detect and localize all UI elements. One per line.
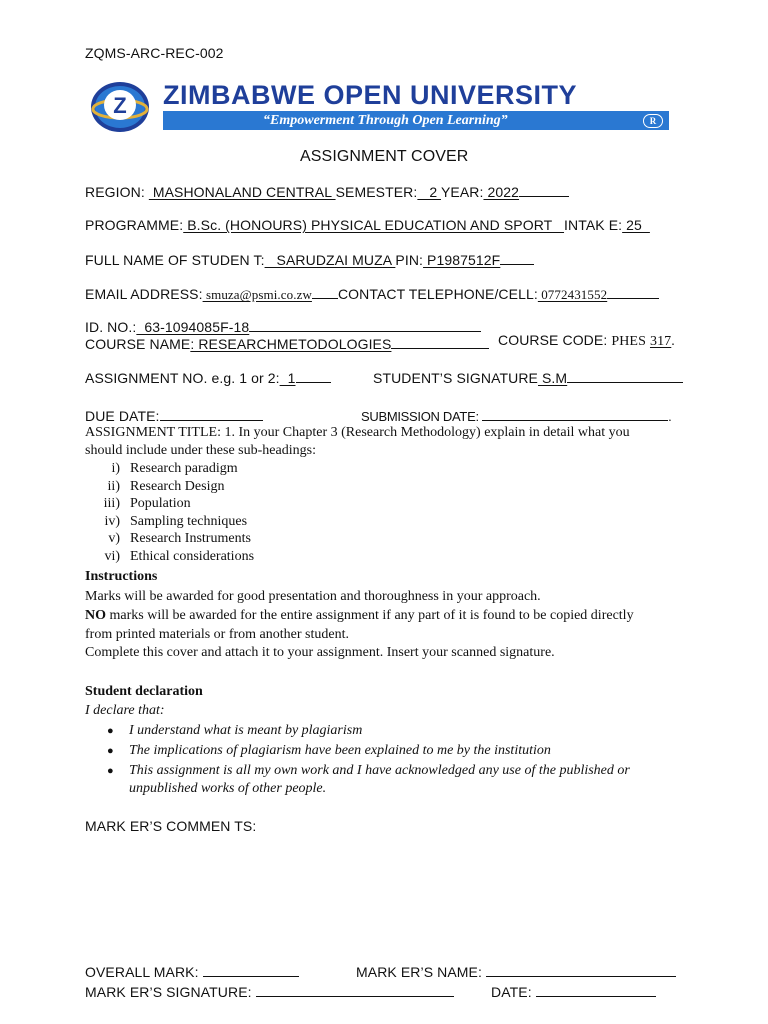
full-name-value[interactable]: SARUDZAI MUZA — [264, 252, 396, 268]
declaration-item: ● I understand what is meant by plagiarism — [107, 723, 363, 738]
id-blank — [249, 318, 481, 332]
list-item: iii) Population — [103, 496, 191, 512]
declaration-item: ● This assignment is all my own work and I have acknowledged any use of the published or unpublished works of other people. — [107, 763, 630, 796]
page-title: ASSIGNMENT COVER — [300, 148, 469, 165]
pin-blank — [500, 251, 534, 265]
declaration-item: ● The implications of plagiarism have been explained to me by the institution — [107, 743, 551, 758]
email-value[interactable]: smuza@psmi.co.zw — [202, 287, 312, 302]
region-value[interactable]: MASHONALAND CENTRAL — [148, 184, 336, 200]
date-label: DATE: — [491, 984, 532, 1000]
university-name: ZIMBABWE OPEN UNIVERSITY — [163, 80, 578, 110]
list-item: iv) Sampling techniques — [104, 513, 248, 529]
programme-value[interactable]: B.Sc. (HONOURS) PHYSICAL EDUCATION AND SPORT — [183, 217, 565, 233]
submission-date-end: . — [668, 409, 672, 424]
semester-label: SEMESTER: — [335, 184, 418, 200]
list-item: i) Research paradigm — [111, 461, 238, 476]
marker-signature-row — [85, 983, 454, 1000]
assignment-title-line-1: ASSIGNMENT TITLE: 1. In your Chapter 3 (Research Methodology) explain in detail what you — [85, 425, 630, 440]
instructions-line-4: Complete this cover and attach it to your assignment. Insert your scanned signature. — [85, 645, 555, 660]
assignment-number-value[interactable]: 1 — [279, 370, 296, 386]
due-date-row — [85, 407, 263, 424]
semester-value[interactable]: 2 — [417, 184, 441, 200]
pin-value[interactable]: P1987512F — [423, 252, 501, 268]
due-date-field[interactable] — [160, 407, 263, 421]
course-code-prefix: PHES — [611, 334, 646, 349]
instructions-line-2: NO marks will be awarded for the entire assignment if any part of it is found to be copied directly — [85, 608, 634, 623]
declaration-list — [107, 722, 630, 798]
region-row — [85, 183, 569, 200]
intake-value[interactable]: 25 — [622, 217, 650, 233]
full-name-label: FULL NAME OF STUDEN T: — [85, 252, 265, 268]
id-row — [85, 318, 481, 335]
course-name-label: COURSE NAME — [85, 336, 191, 352]
marker-name-field[interactable] — [486, 963, 676, 977]
course-code-value[interactable]: 317 — [649, 334, 672, 349]
marker-name-label: MARK ER’S NAME: — [356, 964, 482, 980]
date-row — [491, 983, 656, 1000]
student-signature-value[interactable]: S.M — [538, 370, 568, 386]
id-value[interactable]: 63-1094085F-18 — [136, 319, 250, 335]
intake-label: INTAK E: — [564, 217, 623, 233]
bullet-icon: ● — [107, 725, 114, 737]
declaration-intro: I declare that: — [85, 703, 165, 718]
email-blank — [312, 285, 338, 299]
instructions-line-3: from printed materials or from another student. — [85, 627, 349, 642]
marker-signature-label: MARK ER’S SIGNATURE: — [85, 984, 252, 1000]
contact-row — [85, 285, 659, 303]
submission-date-row — [361, 407, 671, 424]
course-code-suffix: . — [671, 334, 675, 349]
assignment-number-row — [85, 369, 331, 386]
list-item: vi) Ethical considerations — [104, 548, 255, 564]
bullet-icon: ● — [107, 745, 114, 757]
document-code: ZQMS-ARC-REC-002 — [85, 45, 224, 61]
list-item: ii) Research Design — [107, 478, 225, 494]
email-label: EMAIL ADDRESS: — [85, 286, 203, 302]
phone-blank — [607, 285, 659, 299]
signature-row — [373, 369, 683, 386]
id-label: ID. NO.: — [85, 319, 137, 335]
assignment-number-blank — [296, 369, 331, 383]
registered-mark-icon: R — [643, 114, 663, 128]
phone-value[interactable]: 0772431552 — [537, 287, 608, 302]
subheadings-list — [85, 460, 385, 566]
marker-signature-field[interactable] — [256, 983, 454, 997]
region-label: REGION: — [85, 184, 145, 200]
overall-mark-row — [85, 963, 299, 980]
declaration-heading: Student declaration — [85, 684, 203, 699]
university-slogan: “Empowerment Through Open Learning” — [263, 113, 508, 128]
marker-name-row — [356, 963, 676, 980]
submission-date-field[interactable] — [482, 407, 668, 421]
assignment-title-line-2: should include under these sub-headings: — [85, 443, 316, 458]
instructions-line-1: Marks will be awarded for good presentation and thoroughness in your approach. — [85, 589, 541, 604]
phone-label: CONTACT TELEPHONE/CELL: — [337, 286, 538, 302]
svg-text:Z: Z — [113, 93, 127, 118]
student-signature-blank — [567, 369, 683, 383]
bullet-icon: ● — [107, 765, 114, 777]
student-name-row — [85, 251, 534, 268]
course-name-row — [85, 335, 489, 352]
overall-mark-label: OVERALL MARK: — [85, 964, 199, 980]
pin-label: PIN: — [395, 252, 424, 268]
year-blank — [519, 183, 569, 197]
markers-comments-label: MARK ER’S COMMEN TS: — [85, 818, 257, 834]
university-slogan-bar — [163, 111, 669, 130]
course-code-label: COURSE CODE: — [498, 332, 608, 348]
course-code-row — [498, 332, 675, 350]
submission-date-label: SUBMISSION DATE: — [361, 409, 479, 424]
date-field[interactable] — [536, 983, 656, 997]
no-emphasis: NO — [85, 608, 106, 623]
overall-mark-field[interactable] — [203, 963, 299, 977]
zou-emblem-icon — [89, 80, 151, 134]
due-date-label: DUE DATE: — [85, 408, 160, 424]
year-label: YEAR: — [440, 184, 484, 200]
year-value[interactable]: 2022 — [483, 184, 520, 200]
assignment-number-label: ASSIGNMENT NO. e.g. 1 or 2: — [85, 370, 280, 386]
programme-label: PROGRAMME: — [85, 217, 184, 233]
course-name-value[interactable]: : RESEARCHMETODOLOGIES — [190, 336, 392, 352]
course-name-blank — [391, 335, 489, 349]
list-item: v) Research Instruments — [108, 531, 251, 547]
student-signature-label: STUDENT’S SIGNATURE — [373, 370, 538, 386]
programme-row — [85, 217, 650, 233]
instructions-heading: Instructions — [85, 569, 158, 584]
